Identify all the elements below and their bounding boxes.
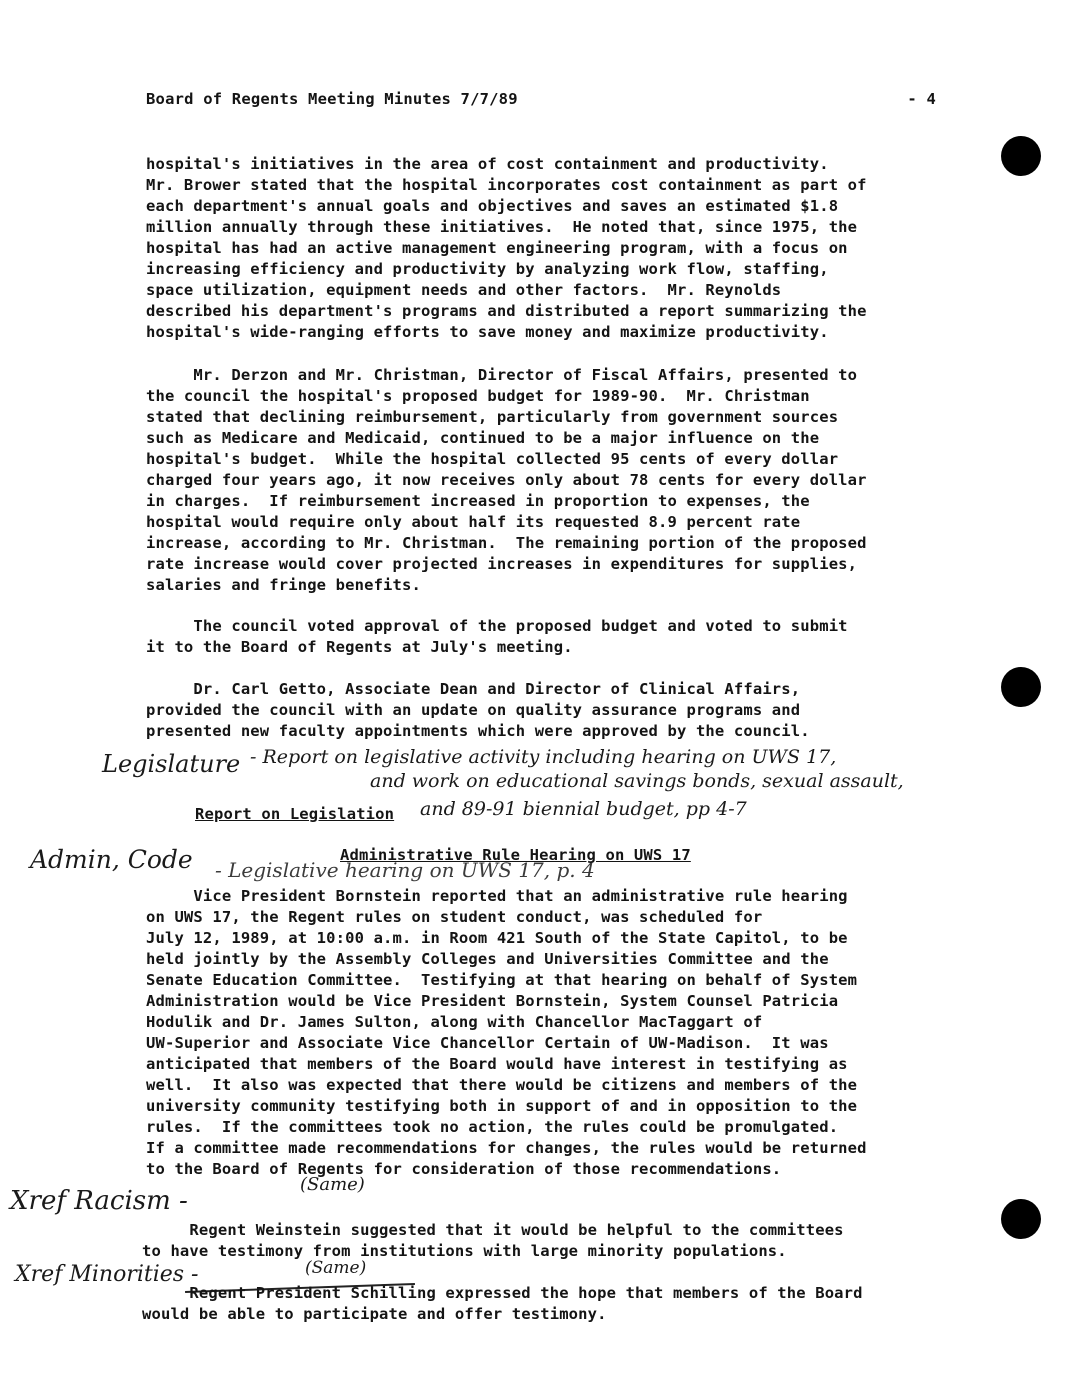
handwritten-admin-note: - Legislative hearing on UWS 17, p. 4 xyxy=(215,858,595,882)
section-heading-legislation: Report on Legislation xyxy=(195,805,395,823)
body-line: held jointly by the Assembly Colleges and Universities Committee and the xyxy=(146,950,829,968)
body-line: If a committee made recommendations for changes, the rules would be returned xyxy=(146,1139,867,1157)
body-line: UW-Superior and Associate Vice Chancellor Certain of UW-Madison. It was xyxy=(146,1034,829,1052)
page-number: - 4 xyxy=(907,90,936,108)
punch-hole-top xyxy=(1001,136,1041,176)
body-line: increasing efficiency and productivity by analyzing work flow, staffing, xyxy=(146,260,829,278)
body-line: described his department's programs and distributed a report summarizing the xyxy=(146,302,867,320)
handwritten-legislature-note: and work on educational savings bonds, sexual assault, xyxy=(370,770,904,792)
body-line: increase, according to Mr. Christman. The remaining portion of the proposed xyxy=(146,534,867,552)
body-line: million annually through these initiatives. He noted that, since 1975, the xyxy=(146,218,858,236)
body-line: anticipated that members of the Board would have interest in testifying as xyxy=(146,1055,848,1073)
punch-hole-bottom xyxy=(1001,1199,1041,1239)
body-line: Administration would be Vice President Bornstein, System Counsel Patricia xyxy=(146,992,839,1010)
body-line: would be able to participate and offer testimony. xyxy=(142,1305,607,1323)
punch-hole-middle xyxy=(1001,667,1041,707)
body-line: space utilization, equipment needs and other factors. Mr. Reynolds xyxy=(146,281,782,299)
handwritten-racism-note: (Same) xyxy=(300,1174,365,1195)
body-line: Dr. Carl Getto, Associate Dean and Director of Clinical Affairs, xyxy=(146,680,801,698)
body-line: to have testimony from institutions with large minority populations. xyxy=(142,1242,787,1260)
handwritten-legislature-note: - Report on legislative activity including hearing on UWS 17, xyxy=(250,746,837,768)
body-line: stated that declining reimbursement, particularly from government sources xyxy=(146,408,839,426)
body-line: each department's annual goals and objectives and saves an estimated $1.8 xyxy=(146,197,839,215)
body-line: charged four years ago, it now receives only about 78 cents for every dollar xyxy=(146,471,867,489)
handwritten-legislature-label: Legislature xyxy=(102,750,241,778)
body-line: hospital would require only about half its requested 8.9 percent rate xyxy=(146,513,801,531)
body-line: rules. If the committees took no action, the rules could be promulgated. xyxy=(146,1118,839,1136)
body-line: salaries and fringe benefits. xyxy=(146,576,421,594)
body-line: Mr. Brower stated that the hospital incorporates cost containment as part of xyxy=(146,176,867,194)
body-line: Vice President Bornstein reported that an administrative rule hearing xyxy=(146,887,848,905)
body-line: university community testifying both in support of and in opposition to the xyxy=(146,1097,858,1115)
handwritten-minorities-note: (Same) xyxy=(305,1258,367,1278)
body-line: such as Medicare and Medicaid, continued to be a major influence on the xyxy=(146,429,820,447)
handwritten-minorities-xref: Xref Minorities - xyxy=(15,1262,199,1287)
body-line: The council voted approval of the proposed budget and voted to submit xyxy=(146,617,848,635)
body-line: presented new faculty appointments which were approved by the council. xyxy=(146,722,810,740)
body-line: hospital's wide-ranging efforts to save money and maximize productivity. xyxy=(146,323,829,341)
body-line: on UWS 17, the Regent rules on student conduct, was scheduled for xyxy=(146,908,763,926)
body-line: provided the council with an update on quality assurance programs and xyxy=(146,701,801,719)
body-line: hospital has had an active management engineering program, with a focus on xyxy=(146,239,848,257)
body-line: Mr. Derzon and Mr. Christman, Director of Fiscal Affairs, presented to xyxy=(146,366,858,384)
body-line: Regent President Schilling expressed the hope that members of the Board xyxy=(142,1284,863,1302)
handwritten-racism-xref: Xref Racism - xyxy=(10,1186,188,1216)
body-line: it to the Board of Regents at July's meeting. xyxy=(146,638,573,656)
header-title: Board of Regents Meeting Minutes 7/7/89 xyxy=(146,90,518,108)
handwritten-admin-label: Admin, Code xyxy=(30,845,193,874)
section-heading-admin-rule: Administrative Rule Hearing on UWS 17 xyxy=(340,846,691,864)
body-line: rate increase would cover projected increases in expenditures for supplies, xyxy=(146,555,858,573)
body-line: Hodulik and Dr. James Sulton, along with Chancellor MacTaggart of xyxy=(146,1013,763,1031)
handwritten-legislature-note: and 89-91 biennial budget, pp 4-7 xyxy=(420,798,747,820)
body-line: July 12, 1989, at 10:00 a.m. in Room 421 South of the State Capitol, to be xyxy=(146,929,848,947)
body-line: in charges. If reimbursement increased in proportion to expenses, the xyxy=(146,492,810,510)
body-line: the council the hospital's proposed budget for 1989-90. Mr. Christman xyxy=(146,387,810,405)
body-line: Senate Education Committee. Testifying at that hearing on behalf of System xyxy=(146,971,858,989)
page-header xyxy=(146,90,936,108)
body-line: hospital's initiatives in the area of cost containment and productivity. xyxy=(146,155,829,173)
body-line: hospital's budget. While the hospital collected 95 cents of every dollar xyxy=(146,450,839,468)
body-line: well. It also was expected that there would be citizens and members of the xyxy=(146,1076,858,1094)
body-line: Regent Weinstein suggested that it would be helpful to the committees xyxy=(142,1221,844,1239)
body-line: to the Board of Regents for consideration of those recommendations. xyxy=(146,1160,782,1178)
